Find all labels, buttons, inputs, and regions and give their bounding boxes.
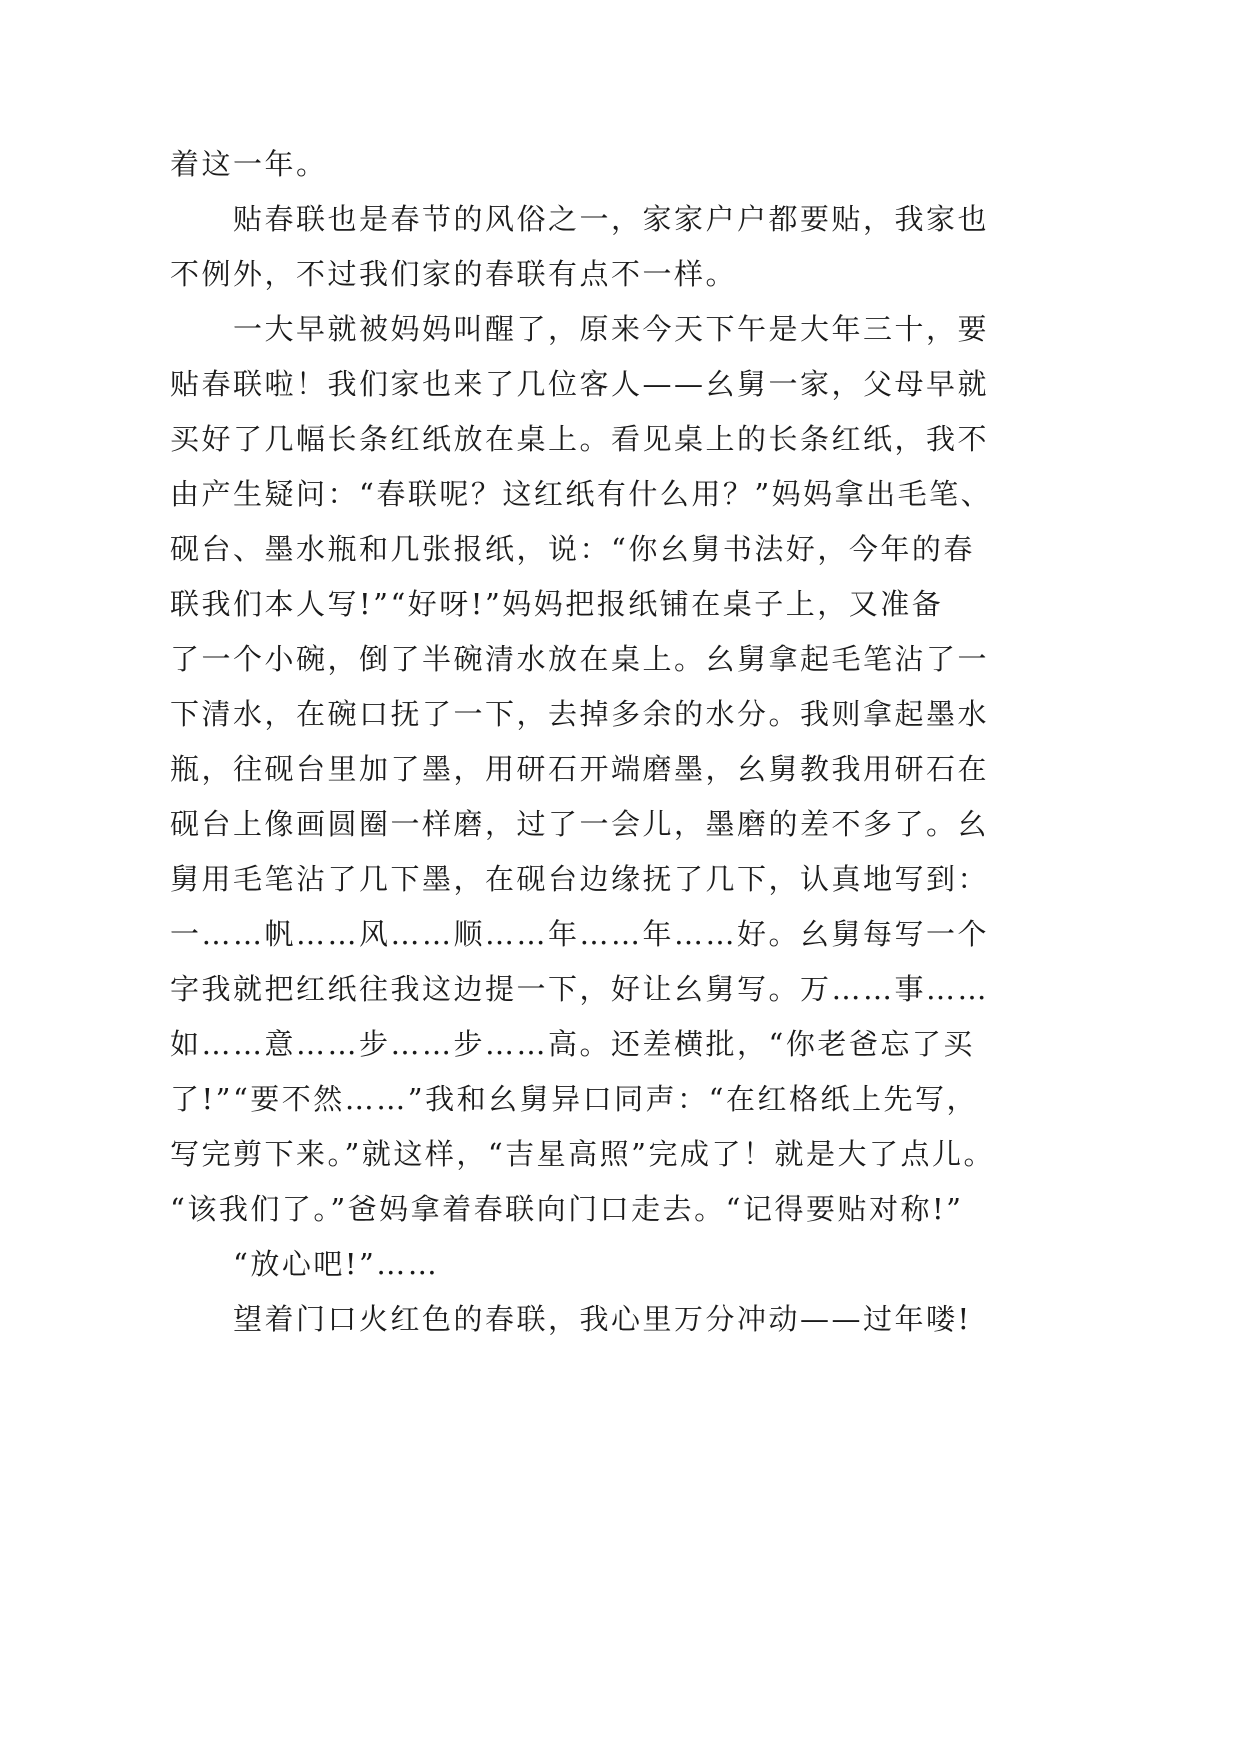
- text-line: 舅用毛笔沾了几下墨，在砚台边缘抚了几下，认真地写到：: [170, 862, 990, 896]
- text-line: 砚台上像画圆圈一样磨，过了一会儿，墨磨的差不多了。幺: [170, 807, 990, 841]
- text-line: 着这一年。: [170, 147, 328, 181]
- text-line: 如……意……步……步……高。还差横批，“你老爸忘了买: [170, 1027, 975, 1061]
- text-line: 一……帆……风……顺……年……年……好。幺舅每写一个: [170, 917, 990, 951]
- text-line: 了!”“要不然……”我和幺舅异口同声：“在红格纸上先写，: [170, 1082, 978, 1116]
- text-line: 瓶，往砚台里加了墨，用研石开端磨墨，幺舅教我用研石在: [170, 752, 990, 786]
- text-line: “放心吧!”……: [233, 1247, 440, 1281]
- text-line: 贴春联啦！我们家也来了几位客人——幺舅一家，父母早就: [170, 367, 990, 401]
- text-line: 由产生疑问：“春联呢？这红纸有什么用？”妈妈拿出毛笔、: [170, 477, 993, 511]
- text-line: 买好了几幅长条红纸放在桌上。看见桌上的长条红纸，我不: [170, 422, 990, 456]
- text-line: 联我们本人写!”“好呀!”妈妈把报纸铺在桌子上，又准备: [170, 587, 944, 621]
- text-line: 下清水，在碗口抚了一下，去掉多余的水分。我则拿起墨水: [170, 697, 990, 731]
- text-line: 写完剪下来。”就这样，“吉星高照”完成了！就是大了点儿。: [170, 1137, 995, 1171]
- text-line: 一大早就被妈妈叫醒了，原来今天下午是大年三十，要: [233, 312, 990, 346]
- text-line: “该我们了。”爸妈拿着春联向门口走去。“记得要贴对称!”: [170, 1192, 964, 1226]
- text-line: 字我就把红纸往我这边提一下，好让幺舅写。万……事……: [170, 972, 990, 1006]
- text-line: 贴春联也是春节的风俗之一，家家户户都要贴，我家也: [233, 202, 990, 236]
- text-line: 了一个小碗，倒了半碗清水放在桌上。幺舅拿起毛笔沾了一: [170, 642, 990, 676]
- text-line: 不例外，不过我们家的春联有点不一样。: [170, 257, 738, 291]
- text-line: 砚台、墨水瓶和几张报纸，说：“你幺舅书法好，今年的春: [170, 532, 975, 566]
- text-line: 望着门口火红色的春联，我心里万分冲动——过年喽!: [233, 1302, 972, 1336]
